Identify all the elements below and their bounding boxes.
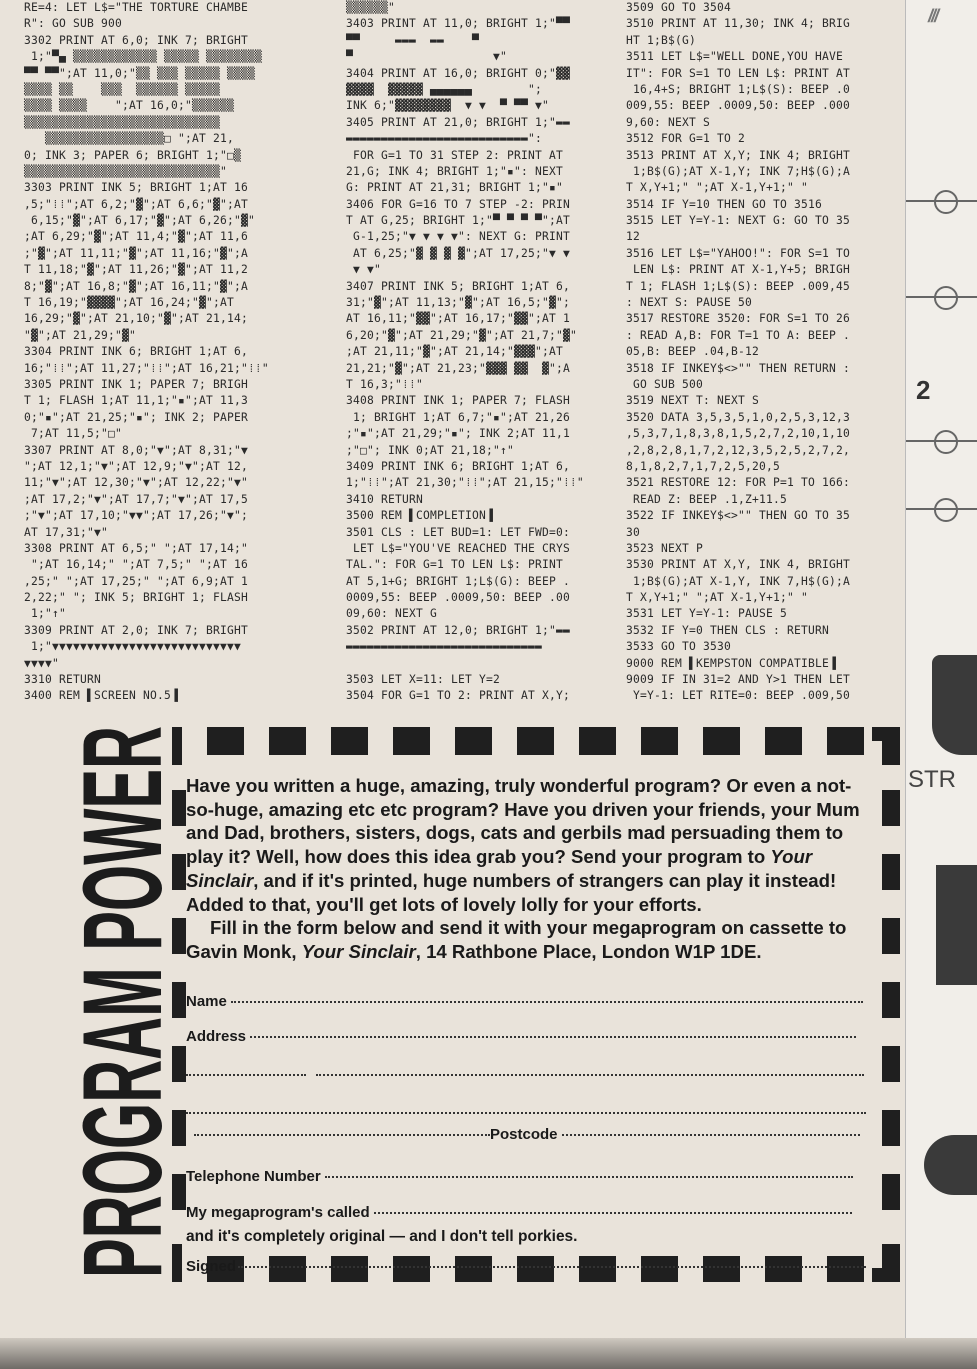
code-line: 7;AT 11,5;"□" xyxy=(24,427,123,441)
code-line: AT 17,31;"▼" xyxy=(24,525,109,539)
code-line: ▒▒▒▒▒▒▒▒▒▒▒▒▒▒▒▒▒▒▒▒▒▒▒▒▒▒▒▒" xyxy=(24,164,228,178)
code-line: 3514 IF Y=10 THEN GO TO 3516 xyxy=(626,197,823,211)
code-line: ;"□"; INK 0;AT 21,18;"↑" xyxy=(346,443,515,457)
instructions-paragraph: Fill in the form below and send it with your megaprogram on cassette to Gavin Monk, Your Sinclair, 14 Rathbone Place, London W1P 1DE. xyxy=(186,917,847,962)
code-line: 9,60: NEXT S xyxy=(626,115,711,129)
code-line: 1; BRIGHT 1;AT 6,7;"▪";AT 21,26 xyxy=(346,410,571,424)
code-line: ;AT 6,29;"▓";AT 11,4;"▓";AT 11,6 xyxy=(24,230,249,244)
code-line: 3530 PRINT AT X,Y, INK 4, BRIGHT xyxy=(626,558,851,572)
code-line: 31;"▓";AT 11,13;"▓";AT 16,5;"▓"; xyxy=(346,296,571,310)
code-line: ▼ ▼" xyxy=(346,263,382,277)
code-line: T 1; FLASH 1;L$(S): BEEP .009,45 xyxy=(626,279,851,293)
border-dash xyxy=(172,854,186,890)
border-dash xyxy=(455,727,492,755)
code-line: LEN L$: PRINT AT X-1,Y+5; BRIGH xyxy=(626,263,851,277)
code-line: FOR G=1 TO 31 STEP 2: PRINT AT xyxy=(346,148,564,162)
circle-icon xyxy=(934,190,958,214)
circle-icon xyxy=(934,430,958,454)
code-line: 3513 PRINT AT X,Y; INK 4; BRIGHT xyxy=(626,148,851,162)
code-line: 3531 LET Y=Y-1: PAUSE 5 xyxy=(626,607,788,621)
code-line: G-1,25;"▼ ▼ ▼ ▼": NEXT G: PRINT xyxy=(346,230,571,244)
code-line: G: PRINT AT 21,31; BRIGHT 1;"▪" xyxy=(346,181,564,195)
border-dash xyxy=(882,854,900,890)
code-line: ▒▒▒▒▒▒▒▒▒▒▒▒▒▒▒▒▒▒▒▒▒▒▒▒▒▒▒▒ xyxy=(24,115,221,129)
border-dash xyxy=(172,1046,186,1082)
border-dash xyxy=(882,982,900,1018)
code-line: TAL.": FOR G=1 TO LEN L$: PRINT xyxy=(346,558,564,572)
code-line: ";AT 16,14;" ";AT 7,5;" ";AT 16 xyxy=(24,558,249,572)
address-line-3[interactable] xyxy=(186,1104,866,1121)
code-line: 3517 RESTORE 3520: FOR S=1 TO 26 xyxy=(626,312,851,326)
code-line: 3522 IF INKEY$<>"" THEN GO TO 35 xyxy=(626,509,851,523)
code-line: 8,1,8,2,7,1,7,2,5,20,5 xyxy=(626,459,781,473)
code-line: 3504 FOR G=1 TO 2: PRINT AT X,Y; xyxy=(346,689,571,703)
code-line: GO SUB 500 xyxy=(626,377,704,391)
code-line: 009,55: BEEP .0009,50: BEEP .000 xyxy=(626,99,851,113)
program-name-label: My megaprogram's called xyxy=(186,1204,370,1221)
program-name-field[interactable] xyxy=(186,1204,852,1221)
code-line: AT 16,11;"▓▓";AT 16,17;"▓▓";AT 1 xyxy=(346,312,571,326)
listing-column-2 xyxy=(346,0,620,705)
code-line: 3408 PRINT INK 1; PAPER 7; FLASH xyxy=(346,394,571,408)
code-line: ▒▒▒▒▒▒▒▒▒▒▒▒▒▒▒▒▒□ ";AT 21, xyxy=(24,132,235,146)
code-line: Y=Y-1: LET RITE=0: BEEP .009,50 xyxy=(626,689,851,703)
code-line: 3310 RETURN xyxy=(24,673,102,687)
address-field[interactable] xyxy=(186,1028,856,1045)
border-dash xyxy=(269,727,306,755)
code-line: 21,21;"▓";AT 21,23;"▓▓▓ ▓▓ ▓";A xyxy=(346,361,571,375)
border-dash xyxy=(882,918,900,954)
code-line: 6,20;"▓";AT 21,29;"▓";AT 21,7;"▓" xyxy=(346,328,578,342)
code-line: T X,Y+1;" ";AT X-1,Y+1;" " xyxy=(626,181,809,195)
code-line: 05,B: BEEP .04,B-12 xyxy=(626,345,760,359)
border-dash xyxy=(331,727,368,755)
code-line: 3510 PRINT AT 11,30; INK 4; BRIG xyxy=(626,17,851,31)
code-line: 2,22;" "; INK 5; BRIGHT 1; FLASH xyxy=(24,591,249,605)
code-line: READ Z: BEEP .1,Z+11.5 xyxy=(626,492,788,506)
address-label: Address xyxy=(186,1028,247,1045)
code-line: 3410 RETURN xyxy=(346,492,424,506)
address-line-2[interactable] xyxy=(186,1066,864,1083)
listing-column-3 xyxy=(626,0,878,705)
code-line: R": GO SUB 900 xyxy=(24,17,123,31)
code-line: 3302 PRINT AT 6,0; INK 7; BRIGHT xyxy=(24,33,249,47)
intro-paragraph: Have you written a huge, amazing, truly wonderful program? Or even a not-so-huge, amazing etc etc program? Have you driven your friends, your Mum and Dad, brothers, sisters, dogs, cats and gerbils mad persuading them to play it? Well, how does this idea grab you? Send your program to Your Sinclair, and if it's printed, huge numbers of strangers can play it instead! Added to that, you'll get lots of lovely lolly for your efforts. xyxy=(186,775,860,915)
code-line: ▀▀ ▀▀";AT 11,0;"▒▒ ▒▒▒ ▒▒▒▒▒ ▒▒▒▒ xyxy=(24,66,256,80)
border-dash xyxy=(882,1110,900,1146)
code-line: ▒▒▒▒▒▒" xyxy=(346,1,396,14)
border-dash xyxy=(172,1174,186,1210)
page-bottom-edge xyxy=(0,1338,977,1369)
edge-graphic xyxy=(932,655,977,755)
code-line: IT": FOR S=1 TO LEN L$: PRINT AT xyxy=(626,66,851,80)
code-line: : READ A,B: FOR T=1 TO A: BEEP . xyxy=(626,328,851,342)
code-line: ▀▀ ▬▬▬ ▬▬ ▀ xyxy=(346,33,480,47)
code-line: 3303 PRINT INK 5; BRIGHT 1;AT 16 xyxy=(24,181,249,195)
border-dash xyxy=(172,918,186,954)
code-line: T 1; FLASH 1;AT 11,1;"▪";AT 11,3 xyxy=(24,394,249,408)
code-line: T 11,18;"▓";AT 11,26;"▓";AT 11,2 xyxy=(24,263,249,277)
listing-column-1 xyxy=(24,0,334,705)
code-line: T 16,19;"▓▓▓▓";AT 16,24;"▓";AT xyxy=(24,296,235,310)
border-dash xyxy=(882,1046,900,1082)
code-line: 16;"⁞⁞";AT 11,27;"⁞⁞";AT 16,21;"⁞⁞" xyxy=(24,361,269,375)
code-line: 11;"▼";AT 12,30;"▼";AT 12,22;"▼" xyxy=(24,476,249,490)
border-dash xyxy=(641,727,678,755)
code-line: T 16,3;"⁞⁞" xyxy=(346,377,423,391)
code-line: ▒▒▒▒ ▒▒▒▒ ";AT 16,0;"▒▒▒▒▒▒ xyxy=(24,99,235,113)
code-line: 09,60: NEXT G xyxy=(346,607,438,621)
code-line: 3404 PRINT AT 16,0; BRIGHT 0;"▓▓ xyxy=(346,66,571,80)
code-line: ;AT 21,11;"▓";AT 21,14;"▓▓▓";AT xyxy=(346,345,564,359)
code-line: 3511 LET L$="WELL DONE,YOU HAVE xyxy=(626,50,844,64)
signed-label: Signed xyxy=(186,1258,237,1275)
name-label: Name xyxy=(186,993,227,1010)
code-line: 0009,55: BEEP .0009,50: BEEP .00 xyxy=(346,591,571,605)
border-dash xyxy=(172,982,186,1018)
signature-field[interactable] xyxy=(186,1258,866,1275)
border-dash xyxy=(517,727,554,755)
code-line: ▓▓▓▓ ▓▓▓▓▓ ▄▄▄▄▄▄ "; xyxy=(346,82,543,96)
code-line: 3521 RESTORE 12: FOR P=1 TO 166: xyxy=(626,476,851,490)
code-line: 3509 GO TO 3504 xyxy=(626,1,732,14)
edge-page-number: 2 xyxy=(916,375,931,405)
code-line: 3519 NEXT T: NEXT S xyxy=(626,394,760,408)
code-line: ;"▼";AT 17,10;"▼▼";AT 17,26;"▼"; xyxy=(24,509,249,523)
border-dash xyxy=(172,790,186,826)
code-line: 1;"▼▼▼▼▼▼▼▼▼▼▼▼▼▼▼▼▼▼▼▼▼▼▼▼▼▼▼ xyxy=(24,640,242,654)
border-dash xyxy=(579,727,616,755)
adjacent-page-edge xyxy=(905,0,977,1369)
postcode-label: Postcode xyxy=(490,1126,558,1143)
edge-graphic xyxy=(924,1135,977,1195)
code-line: ▒▒▒▒ ▒▒ ▒▒▒ ▒▒▒▒▒▒ ▒▒▒▒▒ xyxy=(24,82,221,96)
border-dash xyxy=(882,727,900,765)
border-dash xyxy=(882,1244,900,1282)
code-line: 1;"▀▄ ▒▒▒▒▒▒▒▒▒▒▒▒ ▒▒▒▒▒ ▒▒▒▒▒▒▒▒ xyxy=(24,50,263,64)
code-line: ▼▼▼▼" xyxy=(24,656,60,670)
code-line: ,5;"⁞⁞";AT 6,2;"▓";AT 6,6;"▓";AT xyxy=(24,197,248,211)
code-line: 3309 PRINT AT 2,0; INK 7; BRIGHT xyxy=(24,623,249,637)
code-line: 3305 PRINT INK 1; PAPER 7; BRIGH xyxy=(24,377,249,391)
code-line: AT 5,1+G; BRIGHT 1;L$(G): BEEP . xyxy=(346,574,571,588)
code-line: 16,4+S; BRIGHT 1;L$(S): BEEP .0 xyxy=(626,82,851,96)
code-line: RE=4: LET L$="THE TORTURE CHAMBE xyxy=(24,1,249,14)
code-line: INK 6;"▓▓▓▓▓▓▓▓ ▼ ▼ ▀ ▀▀ ▼" xyxy=(346,99,550,113)
code-line: LET L$="YOU'VE REACHED THE CRYS xyxy=(346,541,571,555)
code-line: ▬▬▬▬▬▬▬▬▬▬▬▬▬▬▬▬▬▬▬▬▬▬▬▬▬▬▬▬ xyxy=(346,640,543,654)
code-line: 3400 REM ▌SCREEN NO.5▐ xyxy=(24,689,179,703)
code-line: 3406 FOR G=16 TO 7 STEP -2: PRIN xyxy=(346,197,571,211)
code-line: ;"▪";AT 21,29;"▪"; INK 2;AT 11,1 xyxy=(346,427,571,441)
code-line: 3532 IF Y=0 THEN CLS : RETURN xyxy=(626,623,830,637)
code-line: 30 xyxy=(626,525,641,539)
code-line: : NEXT S: PAUSE 50 xyxy=(626,296,753,310)
code-line: 12 xyxy=(626,230,641,244)
code-line: 0;"▪";AT 21,25;"▪"; INK 2; PAPER xyxy=(24,410,249,424)
slash-marks-top: /// xyxy=(928,6,938,26)
name-field[interactable] xyxy=(186,993,863,1010)
code-line: 1;"⁞⁞";AT 21,30;"⁞⁞";AT 21,15;"⁞⁞" xyxy=(346,476,584,490)
code-line: 3409 PRINT INK 6; BRIGHT 1;AT 6, xyxy=(346,459,571,473)
code-line: 3520 DATA 3,5,3,5,1,0,2,5,3,12,3 xyxy=(626,410,851,424)
code-line: ;"▓";AT 11,11;"▓";AT 11,16;"▓";A xyxy=(24,246,249,260)
code-line: ,2,8,2,8,1,7,2,12,3,5,2,5,2,7,2, xyxy=(626,443,851,457)
code-line: 3518 IF INKEY$<>"" THEN RETURN : xyxy=(626,361,851,375)
code-line: 1;B$(G);AT X-1,Y, INK 7,H$(G);A xyxy=(626,574,851,588)
circle-icon xyxy=(934,498,958,522)
code-line: 3403 PRINT AT 11,0; BRIGHT 1;"▀▀ xyxy=(346,17,571,31)
code-line: 3407 PRINT INK 5; BRIGHT 1;AT 6, xyxy=(346,279,571,293)
border-dash xyxy=(703,727,740,755)
code-line: 1;B$(G);AT X-1,Y; INK 7;H$(G);A xyxy=(626,164,851,178)
border-dash xyxy=(882,790,900,826)
code-line: 21,G; INK 4; BRIGHT 1;"▪": NEXT xyxy=(346,164,564,178)
code-line: AT 6,25;"▓ ▓ ▓ ▓";AT 17,25;"▼ ▼ xyxy=(346,246,571,260)
code-line: 3503 LET X=11: LET Y=2 xyxy=(346,673,501,687)
border-dash xyxy=(172,1110,186,1146)
originality-statement: and it's completely original — and I don't tell porkies. xyxy=(186,1228,578,1245)
code-line: 3515 LET Y=Y-1: NEXT G: GO TO 35 xyxy=(626,214,851,228)
code-line: ";AT 12,1;"▼";AT 12,9;"▼";AT 12, xyxy=(24,459,249,473)
border-dash xyxy=(765,727,802,755)
border-dash xyxy=(827,727,864,755)
code-line: T X,Y+1;" ";AT X-1,Y+1;" " xyxy=(626,591,809,605)
edge-graphic xyxy=(936,865,977,985)
code-line: ▀ ▼" xyxy=(346,50,508,64)
program-power-text: PROGRAM xyxy=(78,722,170,1278)
border-dash xyxy=(172,727,182,765)
program-power-body xyxy=(186,774,876,964)
code-line: T AT G,25; BRIGHT 1;"▀ ▀ ▀ ▀";AT xyxy=(346,214,571,228)
border-dash xyxy=(393,727,430,755)
code-line: ,5,3,7,1,8,3,8,1,5,2,7,2,10,1,10 xyxy=(626,427,851,441)
code-line: 16,29;"▓";AT 21,10;"▓";AT 21,14; xyxy=(24,312,249,326)
code-line: 3523 NEXT P xyxy=(626,541,704,555)
code-line: 8;"▓";AT 16,8;"▓";AT 16,11;"▓";A xyxy=(24,279,249,293)
code-line: 9000 REM ▌KEMPSTON COMPATIBLE▐ xyxy=(626,656,837,670)
code-line: 6,15;"▓";AT 6,17;"▓";AT 6,26;"▓" xyxy=(24,214,256,228)
code-line: HT 1;B$(G) xyxy=(626,33,697,47)
code-line: 3502 PRINT AT 12,0; BRIGHT 1;"▬▬ xyxy=(346,623,571,637)
code-line: 9009 IF IN 31=2 AND Y>1 THEN LET xyxy=(626,673,851,687)
code-line: ;AT 17,2;"▼";AT 17,7;"▼";AT 17,5 xyxy=(24,492,249,506)
telephone-field[interactable] xyxy=(186,1168,853,1185)
code-line: 3501 CLS : LET BUD=1: LET FWD=0: xyxy=(346,525,571,539)
circle-icon xyxy=(934,286,958,310)
border-dash xyxy=(207,727,244,755)
code-line: ▬▬▬▬▬▬▬▬▬▬▬▬▬▬▬▬▬▬▬▬▬▬▬▬▬▬": xyxy=(346,132,543,146)
code-line: 3304 PRINT INK 6; BRIGHT 1;AT 6, xyxy=(24,345,249,359)
code-line xyxy=(346,656,620,672)
code-line: 3533 GO TO 3530 xyxy=(626,640,732,654)
edge-cut-text: STR xyxy=(908,766,956,793)
code-line: 3516 LET L$="YAHOO!": FOR S=1 TO xyxy=(626,246,851,260)
code-line: "▓";AT 21,29;"▓" xyxy=(24,328,137,342)
code-line: 3500 REM ▌COMPLETION▐ xyxy=(346,509,494,523)
code-line: 3307 PRINT AT 8,0;"▼";AT 8,31;"▼ xyxy=(24,443,249,457)
code-line: 3405 PRINT AT 21,0; BRIGHT 1;"▬▬ xyxy=(346,115,571,129)
border-dash xyxy=(172,1244,182,1282)
program-power-title xyxy=(78,722,170,1282)
telephone-label: Telephone Number xyxy=(186,1168,321,1185)
postcode-field[interactable] xyxy=(186,1126,860,1143)
code-line: ,25;" ";AT 17,25;" ";AT 6,9;AT 1 xyxy=(24,574,249,588)
border-dash xyxy=(882,1174,900,1210)
code-line: 0; INK 3; PAPER 6; BRIGHT 1;"□▒ xyxy=(24,148,242,162)
code-line: 3512 FOR G=1 TO 2 xyxy=(626,132,746,146)
code-line: 3308 PRINT AT 6,5;" ";AT 17,14;" xyxy=(24,541,249,555)
code-line: 1;"↑" xyxy=(24,607,67,621)
